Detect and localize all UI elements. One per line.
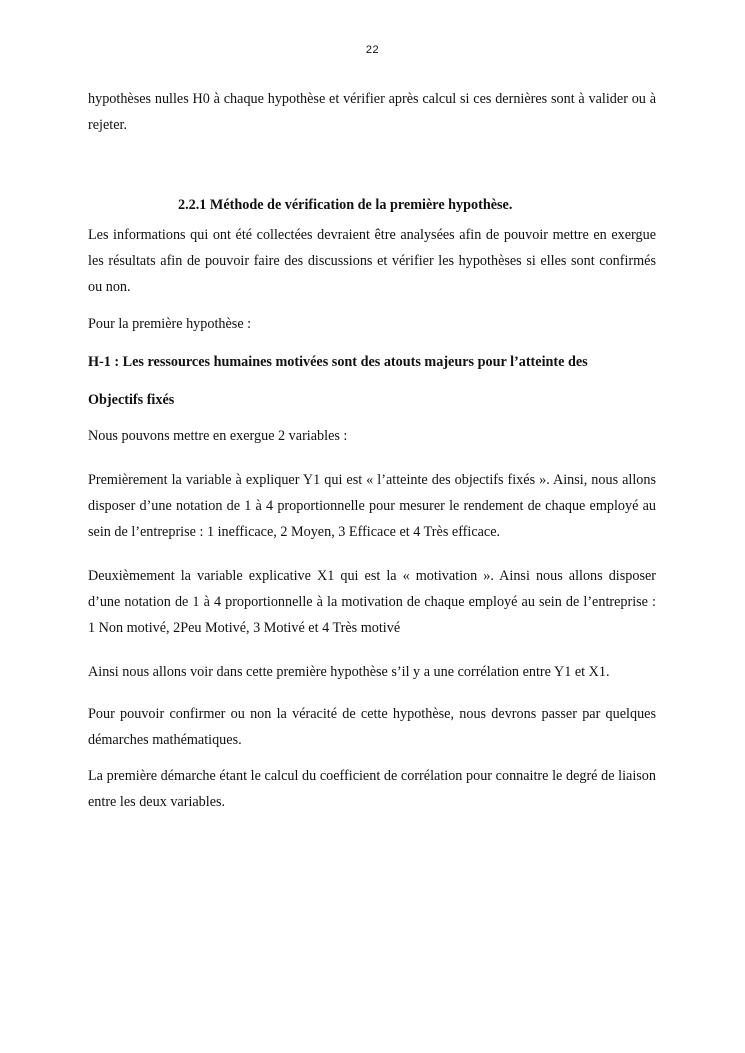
hypothesis-statement-continued: Objectifs fixés bbox=[88, 392, 175, 408]
variable-y1-paragraph: Premièrement la variable à expliquer Y1 qui est « l’atteinte des objectifs fixés ». Ainsi, nous allons disposer d’une notation de 1 à 4 proportionnelle pour mesurer le rendement de chaque employé au sein de l’entreprise : 1 inefficace, 2 Moyen, 3 Efficace et 4 Très efficace. bbox=[88, 472, 656, 540]
page-number: 22 bbox=[365, 44, 380, 56]
info-paragraph: Les informations qui ont été collectées devraient être analysées afin de pouvoir mettre en exergue les résultats afin de pouvoir faire des discussions et vérifier les hypothèses si elles sont confirmés ou non. bbox=[88, 227, 656, 295]
confirm-paragraph: Pour pouvoir confirmer ou non la véracité de cette hypothèse, nous devrons passer par quelques démarches mathématiques. bbox=[88, 706, 656, 748]
variable-x1-paragraph: Deuxièmement la variable explicative X1 qui est la « motivation ». Ainsi nous allons disposer d’une notation de 1 à 4 proportionnelle à la motivation de chaque employé au sein de l’entreprise : 1 Non motivé, 2Peu Motivé, 3 Motivé et 4 Très motivé bbox=[88, 568, 656, 636]
first-step-paragraph: La première démarche étant le calcul du coefficient de corrélation pour connaitre le degré de liaison entre les deux variables. bbox=[88, 768, 656, 810]
correlation-paragraph: Ainsi nous allons voir dans cette première hypothèse s’il y a une corrélation entre Y1 et X1. bbox=[88, 664, 610, 680]
section-heading: 2.2.1 Méthode de vérification de la première hypothèse. bbox=[178, 197, 513, 213]
page-body bbox=[88, 86, 656, 815]
intro-paragraph: hypothèses nulles H0 à chaque hypothèse et vérifier après calcul si ces dernières sont à valider ou à rejeter. bbox=[88, 91, 656, 133]
hypothesis-statement: H-1 : Les ressources humaines motivées sont des atouts majeurs pour l’atteinte des bbox=[88, 354, 588, 370]
first-hypothesis-intro: Pour la première hypothèse : bbox=[88, 316, 252, 332]
variables-intro: Nous pouvons mettre en exergue 2 variables : bbox=[88, 428, 348, 444]
